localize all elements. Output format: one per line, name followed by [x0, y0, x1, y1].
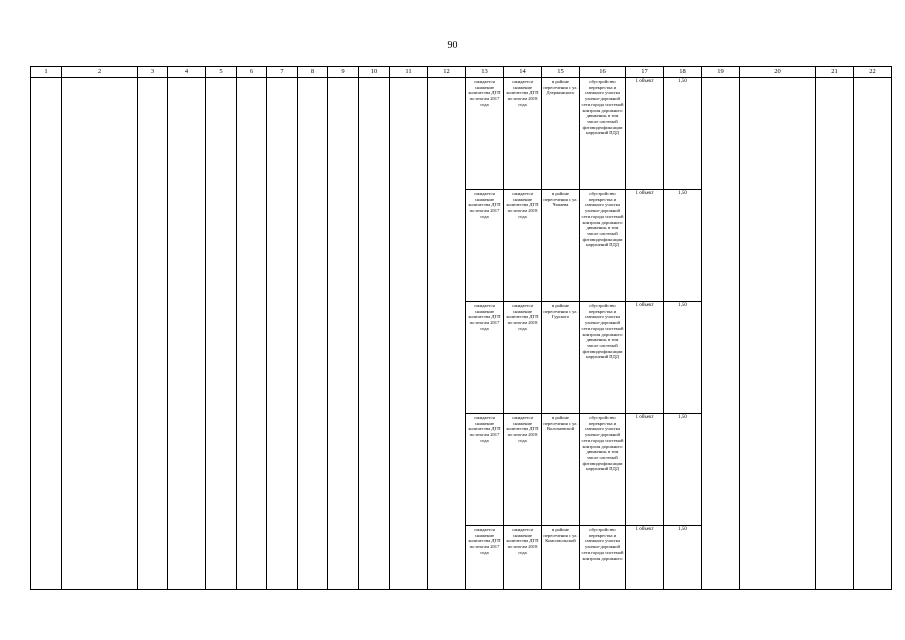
amount-cell: 1,50: [664, 526, 702, 590]
location-cell: в районе пересечения с ул. Гурского: [542, 302, 580, 414]
quantity-cell: 1 объект: [626, 78, 664, 190]
column-header: 13: [466, 67, 504, 78]
table-cell: [816, 78, 854, 590]
expected-result-2018-cell: ожидается снижение количества ДТП по итогам 2018 года: [504, 302, 542, 414]
table-cell: [328, 78, 359, 590]
column-header: 22: [854, 67, 892, 78]
table-cell: [390, 78, 428, 590]
expected-result-2018-cell: ожидается снижение количества ДТП по итогам 2018 года: [504, 414, 542, 526]
quantity-cell: 1 объект: [626, 414, 664, 526]
column-header: 9: [328, 67, 359, 78]
table-cell: [359, 78, 390, 590]
column-header: 18: [664, 67, 702, 78]
column-header: 15: [542, 67, 580, 78]
column-header: 20: [740, 67, 816, 78]
column-header: 7: [267, 67, 298, 78]
location-cell: в районе пересечения с ул. Комсомольской: [542, 526, 580, 590]
column-header: 17: [626, 67, 664, 78]
column-header: 16: [580, 67, 626, 78]
location-cell: в районе пересечения с ул. Чапаева: [542, 190, 580, 302]
table-cell: [702, 78, 740, 590]
expected-result-2017-cell: ожидается снижение количества ДТП по итогам 2017 года: [466, 526, 504, 590]
column-header: 5: [206, 67, 237, 78]
expected-result-2018-cell: ожидается снижение количества ДТП по итогам 2018 года: [504, 190, 542, 302]
table-cell: [31, 78, 62, 590]
description-cell: обустройство перекрестка и смежного участка улично-дорожной сети города системой контроля дорожного движения, в том числе системой фотовидеофиксации нарушений ПДД: [580, 414, 626, 526]
column-header: 19: [702, 67, 740, 78]
expected-result-2017-cell: ожидается снижение количества ДТП по итогам 2017 года: [466, 414, 504, 526]
table-cell: [138, 78, 168, 590]
column-header: 10: [359, 67, 390, 78]
column-header: 1: [31, 67, 62, 78]
header-row: [31, 67, 892, 78]
description-cell: обустройство перекрестка и смежного участка улично-дорожной сети города системой контроля дорожного движения, в том числе системой фотовидеофиксации нарушений ПДД: [580, 302, 626, 414]
table-cell: [854, 78, 892, 590]
table-row: [31, 78, 892, 190]
expected-result-2018-cell: ожидается снижение количества ДТП по итогам 2018 года: [504, 78, 542, 190]
column-header: 21: [816, 67, 854, 78]
description-cell: обустройство перекрестка и смежного участка улично-дорожной сети города системой контроля дорожного: [580, 526, 626, 590]
amount-cell: 1,50: [664, 414, 702, 526]
document-table: [30, 66, 892, 590]
table-cell: [62, 78, 138, 590]
column-header: 8: [298, 67, 328, 78]
table-cell: [206, 78, 237, 590]
column-header: 3: [138, 67, 168, 78]
column-header: 11: [390, 67, 428, 78]
expected-result-2017-cell: ожидается снижение количества ДТП по итогам 2017 года: [466, 302, 504, 414]
expected-result-2017-cell: ожидается снижение количества ДТП по итогам 2017 года: [466, 190, 504, 302]
location-cell: в районе пересечения с ул. Волочаевской: [542, 414, 580, 526]
expected-result-2018-cell: ожидается снижение количества ДТП по итогам 2018 года: [504, 526, 542, 590]
column-header: 2: [62, 67, 138, 78]
amount-cell: 1,50: [664, 78, 702, 190]
table-cell: [168, 78, 206, 590]
description-cell: обустройство перекрестка и смежного участка улично-дорожной сети города системой контроля дорожного движения, в том числе системой фотовидеофиксации нарушений ПДД: [580, 78, 626, 190]
quantity-cell: 1 объект: [626, 190, 664, 302]
table-cell: [740, 78, 816, 590]
column-header: 12: [428, 67, 466, 78]
table-cell: [237, 78, 267, 590]
quantity-cell: 1 объект: [626, 526, 664, 590]
table-cell: [298, 78, 328, 590]
column-header: 4: [168, 67, 206, 78]
description-cell: обустройство перекрестка и смежного участка улично-дорожной сети города системой контроля дорожного движения, в том числе системой фотовидеофиксации нарушений ПДД: [580, 190, 626, 302]
location-cell: в районе пересечения с ул. Дзержинского: [542, 78, 580, 190]
column-header: 14: [504, 67, 542, 78]
page-number: 90: [447, 40, 458, 51]
table-cell: [267, 78, 298, 590]
amount-cell: 1,50: [664, 302, 702, 414]
quantity-cell: 1 объект: [626, 302, 664, 414]
table-cell: [428, 78, 466, 590]
amount-cell: 1,50: [664, 190, 702, 302]
column-header: 6: [237, 67, 267, 78]
expected-result-2017-cell: ожидается снижение количества ДТП по итогам 2017 года: [466, 78, 504, 190]
